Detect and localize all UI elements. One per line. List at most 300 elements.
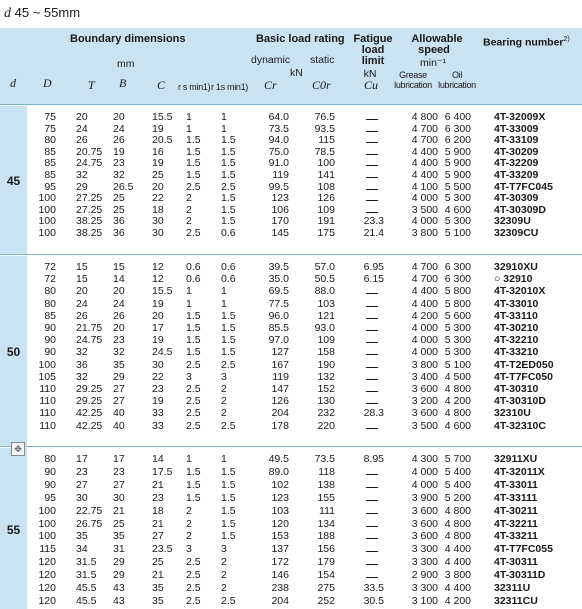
fatigue-limit <box>366 570 378 580</box>
outer-diameter: 120 <box>38 582 56 594</box>
outer-diameter: 100 <box>38 517 56 530</box>
width-B: 24 <box>113 122 125 135</box>
width-C: 25 <box>152 169 164 181</box>
width-C: 16 <box>152 145 164 158</box>
width-T: 45.5 <box>76 594 97 607</box>
col-Cu: Cu <box>364 78 379 92</box>
table-row <box>27 205 582 215</box>
width-C: 33 <box>152 419 164 432</box>
dynamic-rating: 145 <box>271 227 289 239</box>
width-B: 27 <box>113 395 125 408</box>
dynamic-rating: 146 <box>271 569 289 582</box>
bearing-number: 4T-T7FC050 <box>494 370 553 383</box>
width-C: 30 <box>152 215 164 228</box>
width-C: 19 <box>152 334 164 347</box>
col-C: C <box>157 78 166 92</box>
speed-oil: 5 100 <box>444 358 471 371</box>
bearing-number: 4T-T7FC045 <box>494 180 553 193</box>
chamfer-rs: 2.5 <box>186 407 201 420</box>
col-C0r: C0r <box>312 78 331 92</box>
table-row <box>27 147 582 157</box>
header-kn: kN <box>290 67 303 79</box>
header-allowable: Allowable <box>411 33 463 45</box>
speed-oil: 5 900 <box>444 157 471 170</box>
dynamic-rating: 126 <box>271 395 289 408</box>
dynamic-rating: 35.0 <box>268 273 289 286</box>
width-C: 19 <box>152 395 164 408</box>
static-rating: 121 <box>317 309 335 322</box>
fatigue-limit <box>366 124 378 134</box>
chamfer-r1s: 1 <box>221 285 227 298</box>
speed-grease: 4 000 <box>411 334 438 347</box>
col-T: T <box>88 78 95 92</box>
speed-oil: 6 400 <box>444 111 471 123</box>
table-row <box>27 506 582 516</box>
bearing-number: 4T-33209 <box>494 169 539 181</box>
speed-grease: 3 400 <box>411 370 438 383</box>
fatigue-limit <box>366 421 378 431</box>
speed-oil: 4 600 <box>444 203 471 216</box>
chamfer-rs: 2 <box>186 203 192 216</box>
bearing-number: 32311U <box>494 582 531 594</box>
width-B: 36 <box>113 227 125 239</box>
dynamic-rating: 167 <box>271 358 289 371</box>
width-B: 25 <box>113 192 125 205</box>
static-rating: 78.5 <box>314 145 335 158</box>
bearing-number: 32309CU <box>494 227 539 239</box>
speed-oil: 3 800 <box>444 569 471 582</box>
width-T: 20.75 <box>76 145 103 158</box>
header-oil-2: lubrication <box>438 80 476 90</box>
dynamic-rating: 204 <box>271 407 289 420</box>
bearing-number: 4T-30310 <box>494 383 539 395</box>
width-C: 20 <box>152 309 164 322</box>
static-rating: 154 <box>317 569 335 582</box>
col-B: B <box>119 76 127 90</box>
chamfer-rs: 2.5 <box>186 594 201 607</box>
chamfer-r1s: 1.5 <box>221 169 236 181</box>
width-B: 43 <box>113 582 125 594</box>
fatigue-limit <box>366 506 378 516</box>
bearing-number: 32309U <box>494 215 531 228</box>
move-handle-icon[interactable]: ✥ <box>11 442 25 456</box>
width-T: 22.75 <box>76 504 103 517</box>
width-T: 27 <box>76 478 88 491</box>
table-row <box>27 262 582 272</box>
static-rating: 100 <box>317 157 335 170</box>
fatigue-limit <box>366 557 378 567</box>
bearing-number: 4T-33110 <box>494 309 538 322</box>
outer-diameter: 85 <box>44 145 56 158</box>
speed-grease: 4 000 <box>411 465 438 478</box>
width-C: 35 <box>152 582 164 594</box>
fatigue-limit: 6.95 <box>363 261 384 273</box>
width-B: 29 <box>113 370 125 383</box>
bearing-number: 4T-32209 <box>494 157 539 170</box>
chamfer-r1s: 2 <box>221 383 227 395</box>
static-rating: 57.0 <box>314 261 335 273</box>
chamfer-r1s: 2.5 <box>221 419 236 432</box>
width-B: 20 <box>113 111 125 123</box>
chamfer-rs: 3 <box>186 543 192 556</box>
fatigue-limit <box>366 544 378 554</box>
static-rating: 152 <box>317 383 335 395</box>
fatigue-limit <box>366 480 378 490</box>
static-rating: 188 <box>317 530 335 543</box>
width-T: 32 <box>76 346 88 359</box>
chamfer-rs: 2 <box>186 517 192 530</box>
chamfer-rs: 0.6 <box>186 273 201 286</box>
fatigue-limit <box>366 323 378 333</box>
chamfer-r1s: 0.6 <box>221 261 236 273</box>
width-T: 24.75 <box>76 157 103 170</box>
outer-diameter: 120 <box>38 569 56 582</box>
chamfer-r1s: 2.5 <box>221 358 236 371</box>
group-separator <box>0 254 582 255</box>
header-oil-1: Oil <box>451 70 463 80</box>
chamfer-rs: 1.5 <box>186 491 201 504</box>
outer-diameter: 110 <box>39 395 56 408</box>
speed-oil: 4 200 <box>444 594 471 607</box>
table-row <box>27 112 582 122</box>
chamfer-rs: 1.5 <box>186 346 201 359</box>
width-C: 19 <box>152 122 164 135</box>
chamfer-r1s: 1.5 <box>221 322 236 334</box>
static-rating: 252 <box>317 594 335 607</box>
outer-diameter: 72 <box>44 273 56 286</box>
table-row <box>27 384 582 394</box>
width-B: 32 <box>113 346 125 359</box>
table-row <box>27 454 582 464</box>
fatigue-limit <box>366 372 378 382</box>
table-caption <box>4 5 80 22</box>
dynamic-rating: 64.0 <box>268 111 289 123</box>
header-bearing-number: Bearing number$^{2)}$ <box>483 36 570 49</box>
chamfer-r1s: 1.5 <box>221 517 236 530</box>
speed-grease: 4 100 <box>411 180 438 193</box>
static-rating: 158 <box>317 346 335 359</box>
fatigue-limit <box>366 347 378 357</box>
dynamic-rating: 97.0 <box>268 334 289 347</box>
caption-symbol: d <box>4 6 11 21</box>
dynamic-rating: 96.0 <box>268 309 289 322</box>
chamfer-rs: 2.5 <box>186 227 201 239</box>
chamfer-r1s: 1.5 <box>221 134 236 147</box>
width-B: 30 <box>113 491 125 504</box>
chamfer-rs: 2.5 <box>186 395 201 408</box>
width-C: 25 <box>152 556 164 569</box>
width-B: 23 <box>113 157 125 170</box>
width-T: 24.75 <box>76 334 103 347</box>
width-T: 20 <box>76 285 88 298</box>
fatigue-limit: 8.95 <box>363 453 384 465</box>
chamfer-rs: 1.5 <box>186 334 201 347</box>
speed-grease: 3 800 <box>411 358 438 371</box>
width-T: 31.5 <box>76 569 97 582</box>
bearing-number: 4T-33009 <box>494 122 539 135</box>
chamfer-rs: 1 <box>186 111 192 123</box>
bearing-number: 4T-32210 <box>494 334 539 347</box>
width-C: 23 <box>152 491 164 504</box>
chamfer-rs: 1 <box>186 453 192 465</box>
col-r1s-min: r 1s min1) <box>211 82 249 92</box>
header-static: static <box>310 54 335 66</box>
speed-grease: 3 100 <box>411 594 438 607</box>
bore-group-45 <box>0 106 582 254</box>
width-B: 32 <box>113 169 125 181</box>
table-header <box>0 28 582 104</box>
width-B: 25 <box>113 203 125 216</box>
speed-oil: 6 300 <box>444 122 471 135</box>
static-rating: 141 <box>317 169 335 181</box>
fatigue-limit <box>366 205 378 215</box>
speed-oil: 5 800 <box>444 297 471 310</box>
outer-diameter: 90 <box>44 322 56 334</box>
chamfer-r1s: 1.5 <box>221 504 236 517</box>
bearing-number: 4T-32310C <box>494 419 546 432</box>
dynamic-rating: 89.0 <box>268 465 289 478</box>
width-C: 15.5 <box>152 285 173 298</box>
outer-diameter: 110 <box>39 383 56 395</box>
speed-oil: 4 500 <box>444 370 471 383</box>
chamfer-rs: 0.6 <box>186 261 201 273</box>
outer-diameter: 90 <box>44 334 56 347</box>
chamfer-r1s: 2 <box>221 556 227 569</box>
speed-grease: 2 900 <box>411 569 438 582</box>
chamfer-rs: 1 <box>186 285 192 298</box>
chamfer-rs: 1 <box>186 122 192 135</box>
outer-diameter: 90 <box>44 478 56 491</box>
width-C: 19 <box>152 297 164 310</box>
header-speed: speed <box>418 44 450 56</box>
chamfer-rs: 2.5 <box>186 180 201 193</box>
table-row <box>27 182 582 192</box>
bearing-number: 4T-33111 <box>494 491 538 504</box>
dynamic-rating: 106 <box>271 203 289 216</box>
bearing-number: 4T-T2ED050 <box>494 358 554 371</box>
dynamic-rating: 85.5 <box>268 322 289 334</box>
chamfer-r1s: 0.6 <box>221 273 236 286</box>
col-rs-min: r s min1) <box>178 82 211 92</box>
fatigue-limit <box>366 360 378 370</box>
width-C: 21 <box>152 478 164 491</box>
dynamic-rating: 102 <box>271 478 289 491</box>
table-row <box>27 372 582 382</box>
outer-diameter: 120 <box>38 594 56 607</box>
chamfer-rs: 2 <box>186 530 192 543</box>
dynamic-rating: 178 <box>271 419 289 432</box>
bearing-number: 32310U <box>494 407 531 420</box>
dynamic-rating: 119 <box>272 370 289 383</box>
speed-oil: 4 800 <box>444 504 471 517</box>
width-B: 35 <box>113 530 125 543</box>
width-C: 35 <box>152 594 164 607</box>
table-row <box>27 519 582 529</box>
table-row <box>27 274 582 284</box>
outer-diameter: 100 <box>38 530 56 543</box>
chamfer-rs: 2.5 <box>186 383 201 395</box>
header-basic-load-rating: Basic load rating <box>256 33 345 45</box>
dynamic-rating: 49.5 <box>268 453 289 465</box>
static-rating: 118 <box>318 465 335 478</box>
static-rating: 190 <box>317 358 335 371</box>
width-B: 24 <box>113 297 125 310</box>
static-rating: 132 <box>317 370 335 383</box>
dynamic-rating: 123 <box>271 192 289 205</box>
header-fatigue-2: load <box>361 44 385 56</box>
bearing-number: 4T-32011X <box>494 465 545 478</box>
table-row <box>27 570 582 580</box>
chamfer-rs: 1.5 <box>186 145 201 158</box>
width-T: 42.25 <box>76 419 103 432</box>
width-B: 40 <box>113 407 125 420</box>
speed-grease: 4 400 <box>411 157 438 170</box>
speed-oil: 4 200 <box>444 395 471 408</box>
outer-diameter: 85 <box>44 157 56 170</box>
bearing-number: ○ 32910 <box>494 273 533 286</box>
static-rating: 138 <box>317 478 335 491</box>
outer-diameter: 90 <box>44 346 56 359</box>
width-T: 30 <box>76 491 88 504</box>
static-rating: 232 <box>317 407 335 420</box>
table-row <box>27 583 582 593</box>
width-B: 19 <box>113 145 125 158</box>
table-row <box>27 557 582 567</box>
width-B: 17 <box>113 453 125 465</box>
fatigue-limit <box>366 493 378 503</box>
bearing-number: 32311CU <box>494 594 538 607</box>
bore-diameter: 50 <box>6 345 21 359</box>
speed-oil: 6 200 <box>444 134 471 147</box>
chamfer-r1s: 2 <box>221 395 227 408</box>
static-rating: 275 <box>317 582 335 594</box>
table-row <box>27 360 582 370</box>
speed-oil: 5 900 <box>444 169 471 181</box>
speed-grease: 3 600 <box>411 504 438 517</box>
bore-diameter: 55 <box>6 522 21 537</box>
static-rating: 220 <box>317 419 335 432</box>
width-C: 22 <box>152 192 164 205</box>
fatigue-limit: 33.5 <box>363 582 384 594</box>
speed-grease: 3 300 <box>411 543 438 556</box>
speed-grease: 4 000 <box>411 215 438 228</box>
speed-grease: 4 200 <box>411 309 438 322</box>
chamfer-r1s: 1.5 <box>221 157 236 170</box>
speed-oil: 4 600 <box>444 419 471 432</box>
speed-grease: 3 300 <box>411 582 438 594</box>
fatigue-limit <box>366 112 378 122</box>
table-row <box>27 124 582 134</box>
width-T: 45.5 <box>76 582 97 594</box>
width-B: 36 <box>113 215 125 228</box>
chamfer-r1s: 1.5 <box>221 309 236 322</box>
width-T: 32 <box>76 370 88 383</box>
dynamic-rating: 99.5 <box>268 180 289 193</box>
outer-diameter: 115 <box>39 543 56 556</box>
speed-grease: 3 500 <box>411 419 438 432</box>
speed-oil: 5 700 <box>444 453 471 465</box>
width-T: 15 <box>76 273 88 286</box>
width-T: 27.25 <box>76 192 103 205</box>
outer-diameter: 90 <box>44 465 56 478</box>
dynamic-rating: 73.5 <box>268 122 289 135</box>
static-rating: 50.5 <box>314 273 335 286</box>
chamfer-rs: 1.5 <box>186 478 201 491</box>
header-kn-fatigue: kN <box>363 68 377 80</box>
width-C: 18 <box>152 203 164 216</box>
dynamic-rating: 119 <box>272 169 289 181</box>
dynamic-rating: 75.0 <box>268 145 289 158</box>
speed-grease: 3 600 <box>411 407 438 420</box>
width-C: 22 <box>152 370 164 383</box>
chamfer-r1s: 2 <box>221 582 227 594</box>
dynamic-rating: 120 <box>271 517 289 530</box>
table-row <box>27 135 582 145</box>
fatigue-limit: 21.4 <box>363 227 384 239</box>
fatigue-limit <box>366 519 378 529</box>
header-boundary-dimensions: Boundary dimensions <box>70 33 186 45</box>
width-C: 12 <box>152 261 164 273</box>
width-C: 33 <box>152 407 164 420</box>
outer-diameter: 105 <box>38 370 56 383</box>
bearing-number: 4T-33109 <box>494 134 539 147</box>
width-C: 17.5 <box>152 465 173 478</box>
table-row <box>27 299 582 309</box>
static-rating: 111 <box>319 504 335 517</box>
speed-grease: 4 400 <box>411 285 438 298</box>
speed-oil: 5 600 <box>444 309 471 322</box>
chamfer-rs: 2.5 <box>186 569 201 582</box>
width-B: 31 <box>113 543 125 556</box>
dynamic-rating: 94.0 <box>268 134 289 147</box>
dynamic-rating: 91.0 <box>268 157 289 170</box>
speed-grease: 4 000 <box>411 478 438 491</box>
chamfer-r1s: 1.5 <box>221 203 236 216</box>
speed-oil: 5 200 <box>444 491 471 504</box>
outer-diameter: 100 <box>38 504 56 517</box>
speed-oil: 6 300 <box>444 273 471 286</box>
width-B: 29 <box>113 556 125 569</box>
static-rating: 126 <box>317 192 335 205</box>
width-C: 23 <box>152 383 164 395</box>
speed-grease: 3 600 <box>411 517 438 530</box>
header-grease-2: lubrication <box>394 80 432 90</box>
dynamic-rating: 103 <box>271 504 289 517</box>
fatigue-limit <box>366 182 378 192</box>
bore-group-55 <box>0 448 582 609</box>
table-row <box>27 158 582 168</box>
chamfer-rs: 2.5 <box>186 358 201 371</box>
fatigue-limit <box>366 311 378 321</box>
table-row <box>27 493 582 503</box>
outer-diameter: 120 <box>38 556 56 569</box>
fatigue-limit <box>366 531 378 541</box>
speed-oil: 4 400 <box>444 582 471 594</box>
fatigue-limit <box>366 158 378 168</box>
speed-grease: 4 400 <box>411 297 438 310</box>
width-T: 27.25 <box>76 203 103 216</box>
chamfer-r1s: 1 <box>221 111 227 123</box>
width-T: 26 <box>76 309 88 322</box>
dynamic-rating: 123 <box>271 491 289 504</box>
chamfer-r1s: 2.5 <box>221 180 236 193</box>
chamfer-rs: 1.5 <box>186 309 201 322</box>
speed-oil: 5 900 <box>444 145 471 158</box>
chamfer-r1s: 1.5 <box>221 491 236 504</box>
width-C: 21 <box>152 569 164 582</box>
table-row <box>27 311 582 321</box>
speed-grease: 3 800 <box>411 227 438 239</box>
